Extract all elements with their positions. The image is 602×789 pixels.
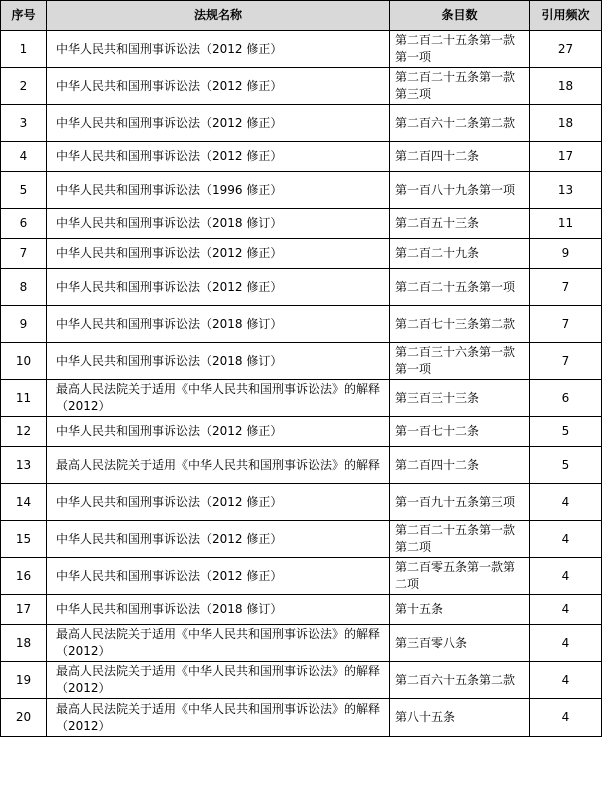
- row-seq: 14: [1, 484, 47, 521]
- header-seq: 序号: [1, 1, 47, 31]
- row-law-name: 中华人民共和国刑事诉讼法（2018 修订）: [47, 209, 390, 239]
- row-law-name: 中华人民共和国刑事诉讼法（2012 修正）: [47, 484, 390, 521]
- table-row: [1, 105, 602, 142]
- row-law-name: 中华人民共和国刑事诉讼法（2018 修订）: [47, 306, 390, 343]
- row-law-name: 最高人民法院关于适用《中华人民共和国刑事诉讼法》的解释（2012）: [47, 662, 390, 699]
- table-row: [1, 625, 602, 662]
- row-seq: 8: [1, 269, 47, 306]
- table-row: [1, 172, 602, 209]
- table-row: [1, 558, 602, 595]
- row-law-name: 中华人民共和国刑事诉讼法（2012 修正）: [47, 521, 390, 558]
- row-seq: 4: [1, 142, 47, 172]
- row-citation-count: 17: [530, 142, 602, 172]
- row-seq: 1: [1, 31, 47, 68]
- row-law-name: 中华人民共和国刑事诉讼法（2012 修正）: [47, 142, 390, 172]
- row-citation-count: 4: [530, 625, 602, 662]
- row-citation-count: 5: [530, 447, 602, 484]
- row-law-name: 中华人民共和国刑事诉讼法（1996 修正）: [47, 172, 390, 209]
- row-article: 第二百五十三条: [390, 209, 530, 239]
- row-article: 第十五条: [390, 595, 530, 625]
- table-row: [1, 269, 602, 306]
- row-citation-count: 7: [530, 343, 602, 380]
- row-seq: 5: [1, 172, 47, 209]
- row-law-name: 中华人民共和国刑事诉讼法（2012 修正）: [47, 68, 390, 105]
- row-seq: 10: [1, 343, 47, 380]
- row-seq: 20: [1, 699, 47, 737]
- row-citation-count: 4: [530, 558, 602, 595]
- row-citation-count: 7: [530, 269, 602, 306]
- row-law-name: 中华人民共和国刑事诉讼法（2012 修正）: [47, 417, 390, 447]
- row-article: 第二百六十二条第二款: [390, 105, 530, 142]
- row-law-name: 中华人民共和国刑事诉讼法（2012 修正）: [47, 558, 390, 595]
- row-article: 第三百零八条: [390, 625, 530, 662]
- header-law-name: 法规名称: [47, 1, 390, 31]
- row-seq: 17: [1, 595, 47, 625]
- row-article: 第二百三十六条第一款第一项: [390, 343, 530, 380]
- row-citation-count: 9: [530, 239, 602, 269]
- row-seq: 16: [1, 558, 47, 595]
- row-citation-count: 4: [530, 484, 602, 521]
- row-citation-count: 11: [530, 209, 602, 239]
- table-row: [1, 142, 602, 172]
- row-seq: 6: [1, 209, 47, 239]
- table-row: [1, 521, 602, 558]
- row-law-name: 最高人民法院关于适用《中华人民共和国刑事诉讼法》的解释: [47, 447, 390, 484]
- row-article: 第一百九十五条第三项: [390, 484, 530, 521]
- row-article: 第八十五条: [390, 699, 530, 737]
- row-article: 第二百二十五条第一款第一项: [390, 31, 530, 68]
- row-law-name: 最高人民法院关于适用《中华人民共和国刑事诉讼法》的解释（2012）: [47, 380, 390, 417]
- table-header-row: [1, 1, 602, 31]
- table-row: [1, 484, 602, 521]
- row-citation-count: 4: [530, 662, 602, 699]
- row-citation-count: 27: [530, 31, 602, 68]
- header-citation-count: 引用频次: [530, 1, 602, 31]
- row-article: 第二百二十五条第一项: [390, 269, 530, 306]
- row-citation-count: 5: [530, 417, 602, 447]
- row-law-name: 中华人民共和国刑事诉讼法（2012 修正）: [47, 269, 390, 306]
- row-article: 第二百二十九条: [390, 239, 530, 269]
- row-law-name: 中华人民共和国刑事诉讼法（2012 修正）: [47, 31, 390, 68]
- table-row: [1, 209, 602, 239]
- row-seq: 19: [1, 662, 47, 699]
- table-row: [1, 699, 602, 737]
- row-citation-count: 18: [530, 68, 602, 105]
- row-seq: 9: [1, 306, 47, 343]
- row-citation-count: 7: [530, 306, 602, 343]
- row-seq: 11: [1, 380, 47, 417]
- row-citation-count: 4: [530, 595, 602, 625]
- row-law-name: 中华人民共和国刑事诉讼法（2012 修正）: [47, 105, 390, 142]
- row-seq: 7: [1, 239, 47, 269]
- row-law-name: 最高人民法院关于适用《中华人民共和国刑事诉讼法》的解释（2012）: [47, 699, 390, 737]
- row-citation-count: 18: [530, 105, 602, 142]
- row-seq: 12: [1, 417, 47, 447]
- table-row: [1, 662, 602, 699]
- table-row: [1, 239, 602, 269]
- row-article: 第二百二十五条第一款第二项: [390, 521, 530, 558]
- row-citation-count: 13: [530, 172, 602, 209]
- table-row: [1, 380, 602, 417]
- row-article: 第二百四十二条: [390, 142, 530, 172]
- row-article: 第一百八十九条第一项: [390, 172, 530, 209]
- row-article: 第二百七十三条第二款: [390, 306, 530, 343]
- row-law-name: 中华人民共和国刑事诉讼法（2018 修订）: [47, 343, 390, 380]
- table-row: [1, 31, 602, 68]
- row-seq: 13: [1, 447, 47, 484]
- row-article: 第二百四十二条: [390, 447, 530, 484]
- table-row: [1, 68, 602, 105]
- table-row: [1, 417, 602, 447]
- row-law-name: 中华人民共和国刑事诉讼法（2018 修订）: [47, 595, 390, 625]
- table-row: [1, 343, 602, 380]
- row-article: 第二百六十五条第二款: [390, 662, 530, 699]
- row-seq: 2: [1, 68, 47, 105]
- row-citation-count: 4: [530, 699, 602, 737]
- row-article: 第一百七十二条: [390, 417, 530, 447]
- table-row: [1, 306, 602, 343]
- row-seq: 18: [1, 625, 47, 662]
- row-article: 第二百二十五条第一款第三项: [390, 68, 530, 105]
- table-row: [1, 595, 602, 625]
- row-law-name: 最高人民法院关于适用《中华人民共和国刑事诉讼法》的解释（2012）: [47, 625, 390, 662]
- row-seq: 15: [1, 521, 47, 558]
- row-article: 第三百三十三条: [390, 380, 530, 417]
- row-article: 第二百零五条第一款第二项: [390, 558, 530, 595]
- header-article: 条目数: [390, 1, 530, 31]
- table-row: [1, 447, 602, 484]
- row-citation-count: 4: [530, 521, 602, 558]
- row-citation-count: 6: [530, 380, 602, 417]
- row-seq: 3: [1, 105, 47, 142]
- row-law-name: 中华人民共和国刑事诉讼法（2012 修正）: [47, 239, 390, 269]
